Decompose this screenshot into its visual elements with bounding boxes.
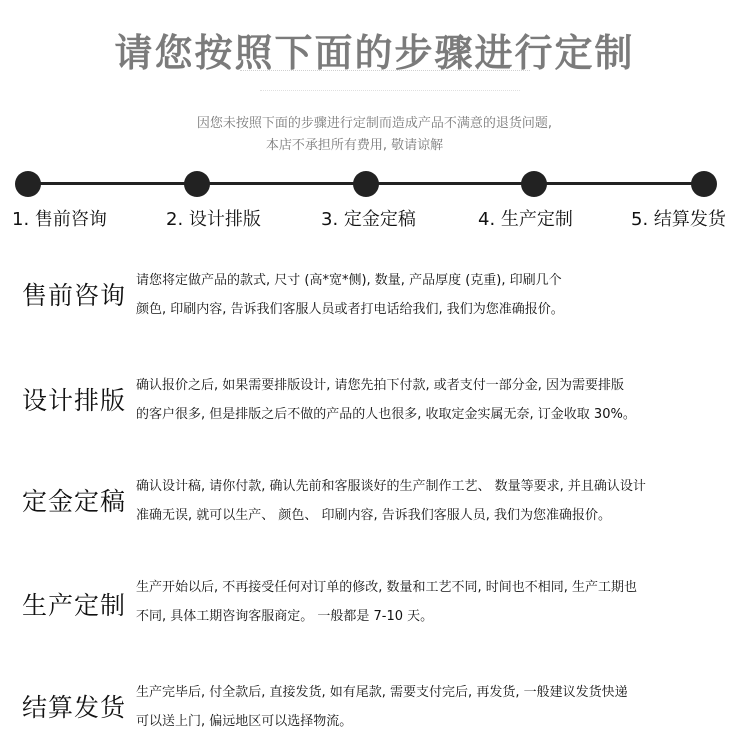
notice-line-2: 本店不承担所有费用, 敬请谅解 [265, 138, 444, 153]
step-label-2: 2. 设计排版 [166, 209, 261, 230]
step-label-3: 3. 定金定稿 [321, 209, 416, 230]
section-text-line: 不同, 具体工期咨询客服商定。 一般都是 7-10 天。 [136, 609, 434, 624]
timeline-dot-2 [184, 171, 210, 197]
notice-line-1: 因您未按照下面的步骤进行定制而造成产品不满意的退货问题, [196, 116, 553, 131]
timeline-dot-4 [521, 171, 547, 197]
section-title: 定金定稿 [22, 487, 127, 516]
section-text-line: 生产开始以后, 不再接受任何对订单的修改, 数量和工艺不同, 时间也不相同, 生产工期也 [136, 580, 638, 595]
title-decoration-line [260, 90, 520, 92]
timeline-dot-1 [15, 171, 41, 197]
section-text-line: 生产完毕后, 付全款后, 直接发货, 如有尾款, 需要支付完后, 再发货, 一般建议发货快递 [136, 685, 628, 700]
step-label-1: 1. 售前咨询 [12, 209, 107, 230]
section-text [136, 573, 726, 631]
timeline-dot-3 [353, 171, 379, 197]
page-title: 请您按照下面的步骤进行定制 [114, 31, 635, 75]
section-text-line: 确认设计稿, 请你付款, 确认先前和客服谈好的生产制作工艺、 数量等要求, 并且确认设计 [136, 479, 646, 494]
step-label-5: 5. 结算发货 [631, 209, 726, 230]
section-text-line: 准确无误, 就可以生产、 颜色、 印刷内容, 告诉我们客服人员, 我们为您准确报价。 [136, 508, 612, 523]
title-decoration-line [240, 70, 530, 72]
timeline-dot-5 [691, 171, 717, 197]
section-title: 结算发货 [22, 693, 127, 722]
section-text-line: 颜色, 印刷内容, 告诉我们客服人员或者打电话给我们, 我们为您准确报价。 [136, 302, 564, 317]
section-text [136, 472, 726, 530]
section-title: 售前咨询 [22, 281, 127, 310]
section-text [136, 371, 726, 429]
section-text-line: 可以送上门, 偏远地区可以选择物流。 [136, 714, 353, 729]
section-text [136, 678, 726, 736]
step-label-4: 4. 生产定制 [478, 209, 573, 230]
section-title: 生产定制 [22, 591, 127, 620]
section-text-line: 确认报价之后, 如果需要排版设计, 请您先拍下付款, 或者支付一部分金, 因为需要排版 [136, 378, 625, 393]
section-text [136, 266, 726, 324]
section-title: 设计排版 [22, 386, 127, 415]
section-text-line: 的客户很多, 但是排版之后不做的产品的人也很多, 收取定金实属无奈, 订金收取 30%。 [136, 407, 636, 422]
section-text-line: 请您将定做产品的款式, 尺寸 (高*宽*侧), 数量, 产品厚度 (克重), 印刷几个 [136, 273, 562, 288]
